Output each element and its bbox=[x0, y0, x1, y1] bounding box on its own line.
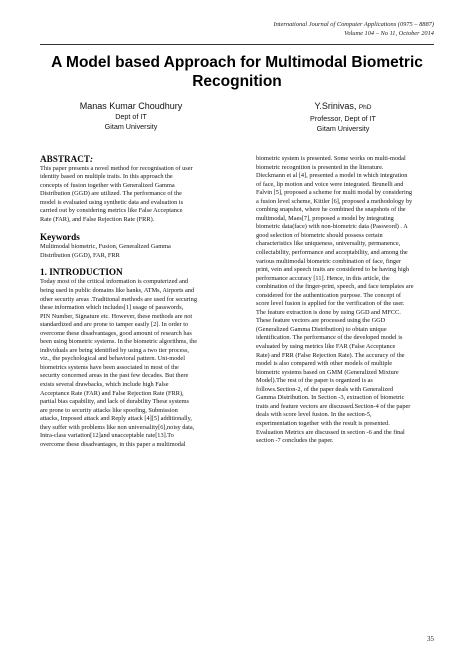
text-line: score level fusion is applied for the verification of the user. bbox=[256, 300, 405, 308]
text-line: These feature vectors are processed using the GGD bbox=[256, 317, 386, 325]
text-line: Acceptance Rate (FAR) and False Rejection Rate (FRR), bbox=[40, 389, 184, 397]
text-line: carried out by considering metrics like False Acceptance bbox=[40, 207, 183, 215]
author-name: Manas Kumar Choudhury bbox=[79, 101, 183, 111]
text-line: other security areas .Traditional methods are used for securing bbox=[40, 295, 197, 303]
text-line: biometric systems based on GMM (Generalized Mixture bbox=[256, 368, 399, 376]
text-line: are prone to security attacks like spoofing, Submission bbox=[40, 406, 178, 414]
text-line: good selection of biometric should possess certain bbox=[256, 231, 383, 239]
text-line: combing snapshot, where he combined the snapshots of the bbox=[256, 206, 406, 214]
text-line: section -7 concludes the paper. bbox=[256, 437, 334, 445]
author-dept: Dept of IT bbox=[115, 112, 147, 121]
author-block-2 bbox=[268, 100, 418, 133]
author-affiliation: Gitam University bbox=[104, 121, 158, 131]
text-line: Gamma Distribution. In Section -3, extraction of biometric bbox=[256, 394, 405, 402]
text-line: Rate) and FRR (False Rejection Rate). The accuracy of the bbox=[256, 351, 405, 359]
header-rule bbox=[40, 44, 434, 45]
text-line: standardized and are prone to tamper easily [2]. In order to bbox=[40, 321, 189, 329]
text-line: Rate (FAR), and False Rejection Rate (FRR). bbox=[40, 215, 155, 223]
text-line: deals with score level fusion. In the section-5, bbox=[256, 411, 372, 419]
text-line: of face, lip motion and voice were integrated. Brunelli and bbox=[256, 180, 404, 188]
text-line: characteristics like uniqueness, universality, permanence, bbox=[256, 240, 401, 248]
introduction-heading: 1. INTRODUCTION bbox=[40, 267, 123, 278]
text-line: (Generalized Gamma Distribution) to obtain unique bbox=[256, 325, 387, 333]
keywords-body bbox=[40, 243, 216, 260]
author-affiliation: Gitam University bbox=[316, 123, 370, 133]
abstract-heading-text: ABSTRACT bbox=[40, 154, 91, 164]
text-line: combination of the finger-print, speech, and face templates are bbox=[256, 283, 414, 291]
text-line: This paper presents a novel method for recognisation of user bbox=[40, 164, 193, 172]
text-line: security concerned areas in the past few decades. But there bbox=[40, 372, 189, 380]
text-line: performance accuracy [11]. Hence, in this article, the bbox=[256, 274, 390, 282]
text-line: traits and feature vectors are discussed.Section-4 of the paper bbox=[256, 402, 411, 410]
text-line: experimentation together with the result is presented. bbox=[256, 419, 390, 427]
journal-header bbox=[273, 21, 434, 38]
text-line: various multimodal biometric combination of face, finger bbox=[256, 257, 401, 265]
text-line: they suffer with problems like non universality[6],noisy data, bbox=[40, 423, 195, 431]
text-line: print, vein and speech traits are considered to be having high bbox=[256, 266, 410, 274]
text-line: overcome these disadvantages, in this paper a multimodal bbox=[40, 440, 186, 448]
text-line: Distribution (GGD) are utilized. The performance of the bbox=[40, 190, 182, 198]
abstract-heading bbox=[40, 155, 216, 164]
text-line: follows.Section-2, of the paper deals with Generalized bbox=[256, 385, 394, 393]
text-line: exists several drawbacks, which include high False bbox=[40, 381, 169, 389]
text-line: been using biometric systems. In the biometric algorithms, the bbox=[40, 338, 198, 346]
text-line: Intra-class variation[12]and unacceptable rate[13].To bbox=[40, 432, 174, 440]
text-line: concepts of fusion together with Generalized Gamma bbox=[40, 181, 175, 189]
journal-name: International Journal of Computer Applications (0975 – 8887) bbox=[273, 21, 434, 28]
text-line: these information which includes[1] usage of passwords, bbox=[40, 304, 184, 312]
text-line: viz., the psychological and behavioral pattern. Uni-model bbox=[40, 355, 185, 363]
text-line: model is also compared with other models of multiple bbox=[256, 360, 393, 368]
text-line: a fusion level scheme, Kittler [6], proposed a methodology by bbox=[256, 197, 413, 205]
text-line: PIN Number, Signature etc. However, these methods are not bbox=[40, 312, 193, 320]
title-line-2: Recognition bbox=[192, 73, 282, 90]
author-dept: Professor, Dept of IT bbox=[310, 114, 376, 123]
text-line: Model).The rest of the paper is organized is as bbox=[256, 377, 373, 385]
right-column-body bbox=[256, 155, 432, 446]
text-line: Multimodal biometric, Fusion, Generalized Gamma bbox=[40, 243, 171, 251]
author-degree: PhD bbox=[358, 104, 372, 111]
text-line: collectability, performance and acceptability, and among the bbox=[256, 249, 408, 257]
page-number: 35 bbox=[427, 635, 434, 643]
text-line: partial bias capability, and lack of durability These systems bbox=[40, 398, 189, 406]
text-line: Dieckmann et al [4], presented a model in which integration bbox=[256, 172, 408, 180]
author-name bbox=[268, 100, 418, 114]
text-line: being used in public domains like banks, ATMs, Airports and bbox=[40, 287, 195, 295]
text-line: The feature extraction is done by using GGD and MFCC. bbox=[256, 308, 401, 316]
text-line: biometric recognition is presented in the literature. bbox=[256, 163, 384, 171]
text-line: biometric system is presented. Some works on multi-modal bbox=[256, 155, 406, 162]
author-name-text: Y.Srinivas, bbox=[314, 101, 359, 111]
text-line: Evaluation Metrics are discussed in section -6 and the final bbox=[256, 428, 405, 436]
journal-volume: Volume 104 – No 11, October 2014 bbox=[344, 29, 434, 37]
text-line: attacks, Imposed attack and Reply attack [4][5] additionally, bbox=[40, 415, 192, 423]
text-line: model is evaluated using synthetic data and evaluation is bbox=[40, 198, 184, 206]
right-column bbox=[256, 155, 432, 446]
introduction-body bbox=[40, 278, 216, 449]
text-line: evaluated by using metrics like FAR (False Acceptance bbox=[256, 343, 396, 351]
text-line: considered for the authentication purpose. The concept of bbox=[256, 291, 402, 299]
paper-title bbox=[40, 53, 434, 91]
text-line: multimodal, Maes[7], proposed a model by integrating bbox=[256, 214, 394, 222]
title-line-1: A Model based Approach for Multimodal Biometric bbox=[51, 54, 423, 71]
text-line: biometrics systems have been associated in most of the bbox=[40, 363, 179, 371]
text-line: Falvin [5], proposed a scheme for multi modal by considering bbox=[256, 189, 412, 197]
author-block-1 bbox=[56, 100, 206, 131]
text-line: identity based on multiple traits. In this approach the bbox=[40, 173, 173, 181]
abstract-body bbox=[40, 165, 216, 225]
text-line: Distribution (GGD), FAR, FRR bbox=[40, 251, 120, 259]
text-line: biometric data(face) with non-biometric data (Password) . A bbox=[256, 223, 408, 231]
text-line: identification. The performance of the developed model is bbox=[256, 334, 403, 342]
abstract-heading-colon: : bbox=[90, 154, 94, 164]
keywords-heading: Keywords bbox=[40, 232, 80, 243]
left-column bbox=[40, 155, 216, 449]
text-line: Today most of the critical information is computerized and bbox=[40, 278, 189, 286]
text-line: individuals are being identified by using a two tier process, bbox=[40, 346, 189, 354]
text-line: overcome these disadvantages, good amount of research has bbox=[40, 329, 192, 337]
